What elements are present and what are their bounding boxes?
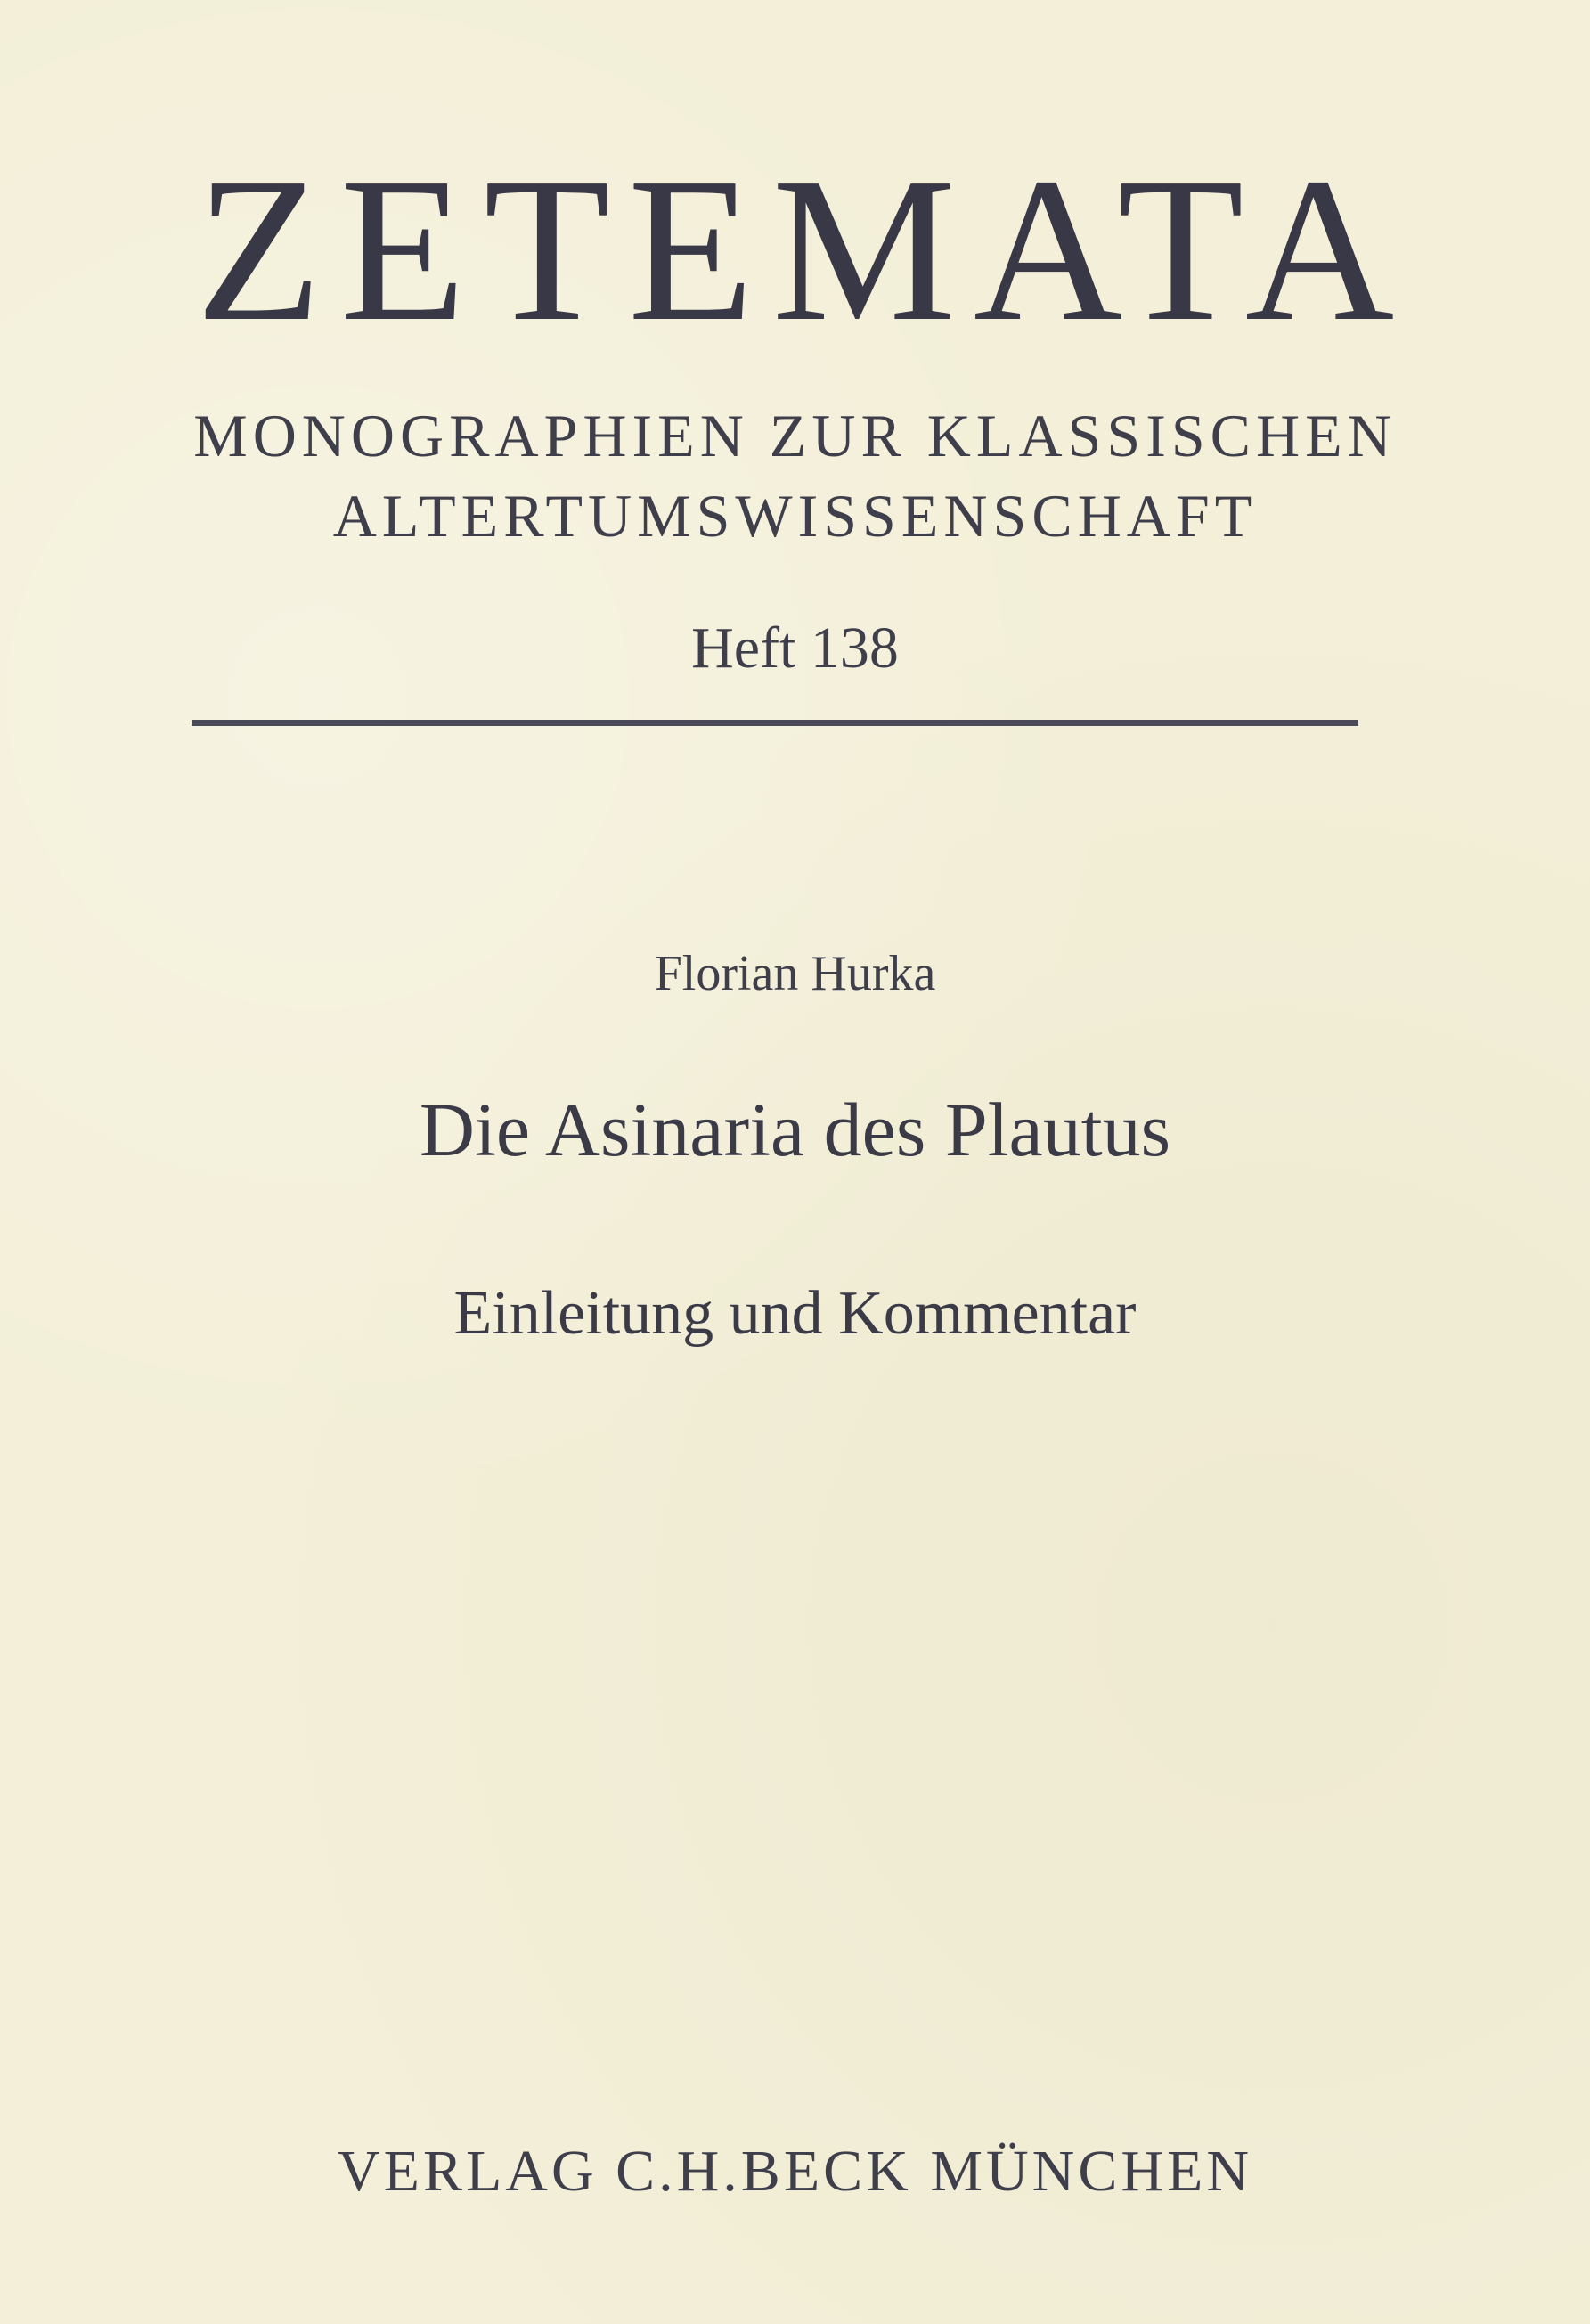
series-subtitle-line1: MONOGRAPHIEN ZUR KLASSISCHEN — [193, 402, 1397, 469]
issue-number: Heft 138 — [691, 616, 899, 681]
book-subtitle: Einleitung und Kommentar — [453, 1279, 1137, 1348]
divider-rule — [192, 720, 1358, 726]
book-title: Die Asinaria des Plautus — [419, 1087, 1171, 1172]
series-title: ZETEMATA — [195, 135, 1413, 364]
author-name: Florian Hurka — [654, 946, 936, 1001]
series-subtitle-line2: ALTERTUMSWISSENSCHAFT — [332, 482, 1258, 550]
publisher-imprint: VERLAG C.H.BECK MÜNCHEN — [337, 2139, 1253, 2204]
